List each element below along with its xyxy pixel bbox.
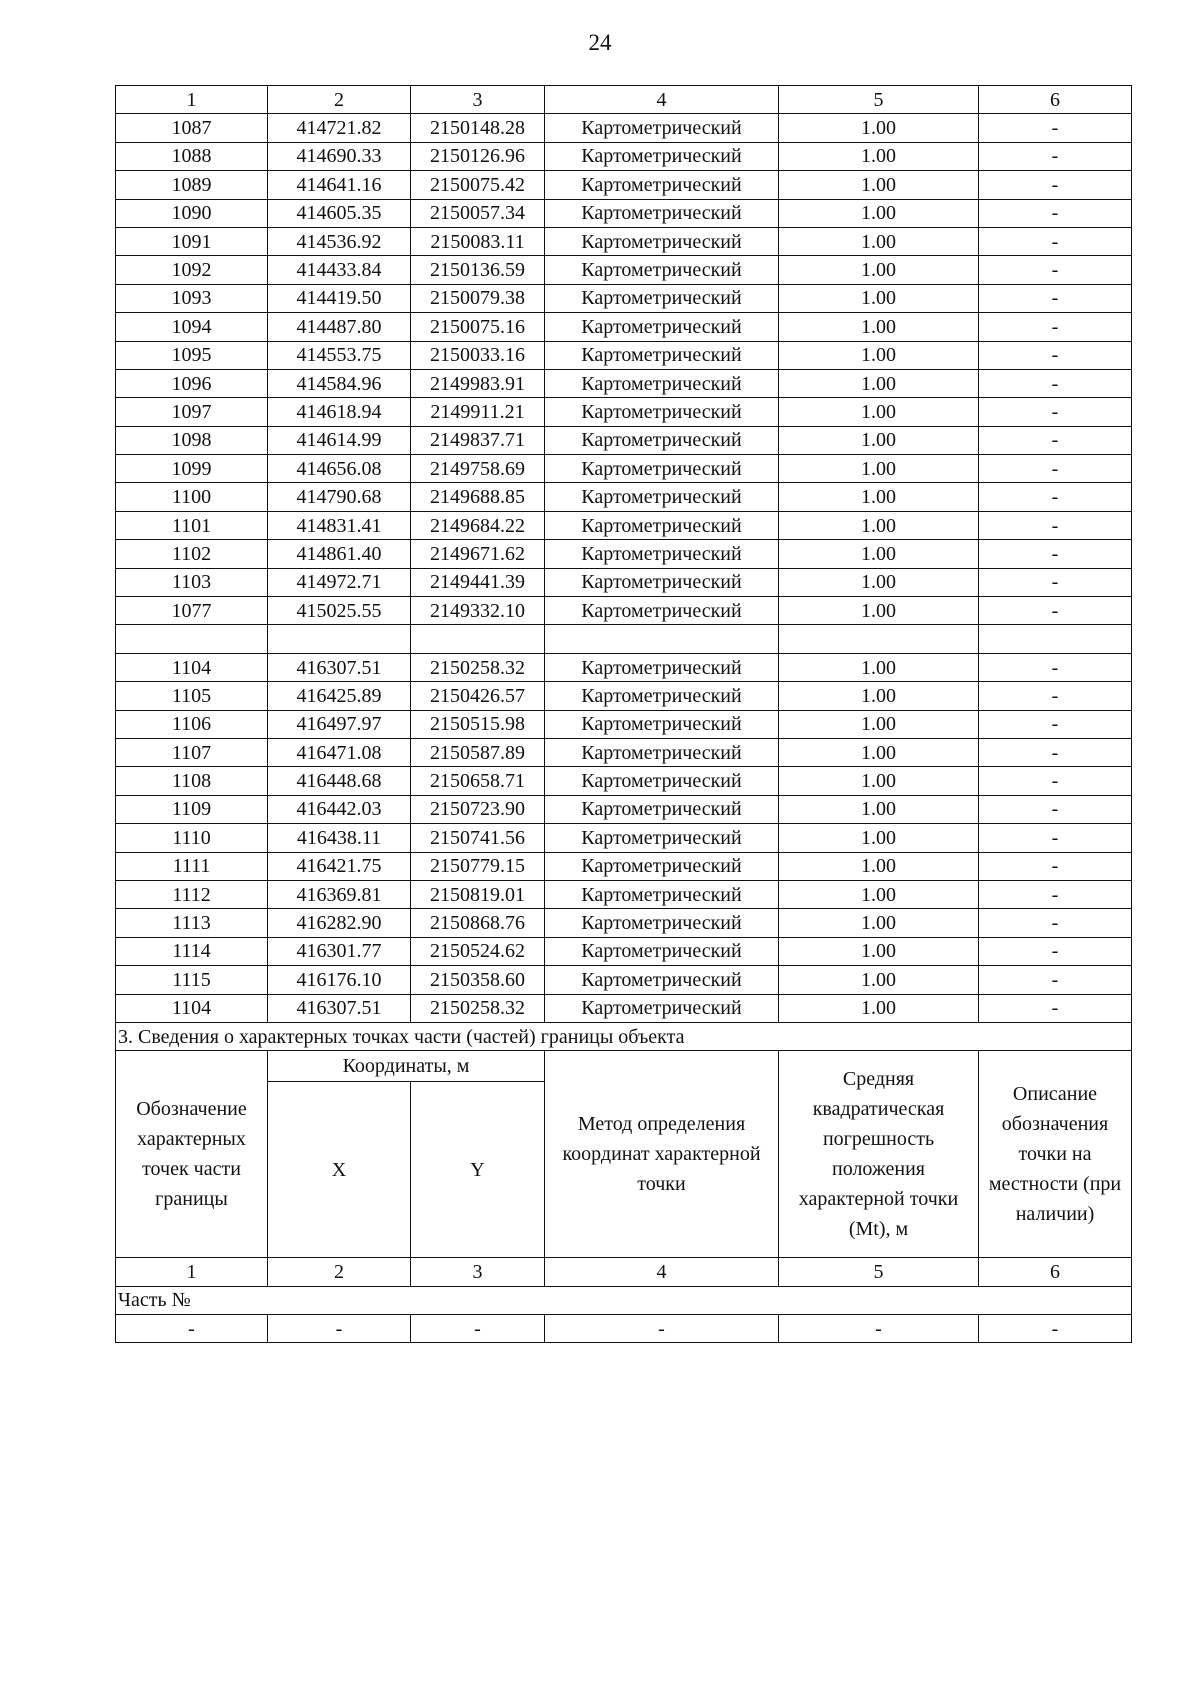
- table-cell: 1.00: [779, 852, 979, 880]
- table-cell: -: [979, 540, 1132, 568]
- table-cell: 1091: [116, 227, 268, 255]
- table-cell: 1096: [116, 369, 268, 397]
- column-number: 4: [545, 1258, 779, 1286]
- table-cell: 416421.75: [268, 852, 411, 880]
- table-cell: 1.00: [779, 994, 979, 1022]
- table-cell: Картометрический: [545, 824, 779, 852]
- table-cell: 1106: [116, 710, 268, 738]
- table-row: [116, 369, 1132, 397]
- table-cell: -: [979, 227, 1132, 255]
- table-cell: Картометрический: [545, 795, 779, 823]
- table-cell: -: [979, 171, 1132, 199]
- table-cell: 2150779.15: [411, 852, 545, 880]
- table-cell: 1100: [116, 483, 268, 511]
- table-cell: Картометрический: [545, 909, 779, 937]
- table-cell: 2150083.11: [411, 227, 545, 255]
- table-row: [116, 568, 1132, 596]
- column-number: 2: [268, 86, 411, 114]
- table-cell: 1.00: [779, 511, 979, 539]
- table-cell: 1090: [116, 199, 268, 227]
- table-cell: 414641.16: [268, 171, 411, 199]
- table-cell: 414553.75: [268, 341, 411, 369]
- table-cell: 2150033.16: [411, 341, 545, 369]
- table-cell: Картометрический: [545, 199, 779, 227]
- table-cell: Картометрический: [545, 142, 779, 170]
- table-cell: 1104: [116, 653, 268, 681]
- table-row: [116, 937, 1132, 965]
- table-cell: 1.00: [779, 142, 979, 170]
- column-number: 1: [116, 1258, 268, 1286]
- table-cell: 416369.81: [268, 880, 411, 908]
- table-row: [116, 256, 1132, 284]
- column-number: 1: [116, 86, 268, 114]
- table-cell: Картометрический: [545, 597, 779, 625]
- table-cell: -: [979, 653, 1132, 681]
- table-row: [116, 966, 1132, 994]
- table-row: [116, 398, 1132, 426]
- coordinates-table: [115, 85, 1132, 1343]
- table-cell: Картометрический: [545, 852, 779, 880]
- table-cell: 1.00: [779, 313, 979, 341]
- table-cell: 2150515.98: [411, 710, 545, 738]
- table-cell: 1.00: [779, 256, 979, 284]
- table-cell: Картометрический: [545, 369, 779, 397]
- table-cell: -: [979, 142, 1132, 170]
- table-row: [116, 341, 1132, 369]
- column-number: 2: [268, 1258, 411, 1286]
- column-number: 4: [545, 86, 779, 114]
- table-cell: -: [979, 710, 1132, 738]
- column-number: 3: [411, 1258, 545, 1286]
- coordinates-table-body: [116, 86, 1132, 1343]
- table-cell: Картометрический: [545, 540, 779, 568]
- table-cell: 2149671.62: [411, 540, 545, 568]
- table-cell: -: [979, 767, 1132, 795]
- table-cell: 414972.71: [268, 568, 411, 596]
- table-cell: 1115: [116, 966, 268, 994]
- table-cell: 1097: [116, 398, 268, 426]
- table-cell: 416471.08: [268, 738, 411, 766]
- table-cell: 1.00: [779, 483, 979, 511]
- column-number: 5: [779, 1258, 979, 1286]
- table-cell: 2150075.42: [411, 171, 545, 199]
- table-cell: -: [411, 1315, 545, 1343]
- table-cell: 1108: [116, 767, 268, 795]
- table-cell: 1092: [116, 256, 268, 284]
- table-cell: 1.00: [779, 199, 979, 227]
- table-row: [116, 455, 1132, 483]
- table-cell: 2149441.39: [411, 568, 545, 596]
- section3-column-number-row: [116, 1258, 1132, 1286]
- table-cell: 2150148.28: [411, 114, 545, 142]
- table-cell: 1099: [116, 455, 268, 483]
- table-cell: 2150136.59: [411, 256, 545, 284]
- header-y: Y: [411, 1082, 545, 1258]
- part-label-row: [116, 1286, 1132, 1314]
- table-cell: 414831.41: [268, 511, 411, 539]
- table-cell: 1077: [116, 597, 268, 625]
- table-cell: 1.00: [779, 398, 979, 426]
- table-cell: -: [116, 1315, 268, 1343]
- table-cell: Картометрический: [545, 483, 779, 511]
- table-cell: -: [979, 597, 1132, 625]
- header-description: Описание обозначения точки на местности (при наличии): [979, 1051, 1132, 1258]
- table-row: [116, 313, 1132, 341]
- table-cell: 414721.82: [268, 114, 411, 142]
- table-cell: 1107: [116, 738, 268, 766]
- table-cell: 414536.92: [268, 227, 411, 255]
- table-cell: 414618.94: [268, 398, 411, 426]
- table-cell: 1113: [116, 909, 268, 937]
- table-cell: 1111: [116, 852, 268, 880]
- table-cell: 1114: [116, 937, 268, 965]
- table-cell: 1089: [116, 171, 268, 199]
- table-cell: 1104: [116, 994, 268, 1022]
- table-cell: Картометрический: [545, 455, 779, 483]
- table-cell: 414790.68: [268, 483, 411, 511]
- table-cell: -: [979, 880, 1132, 908]
- section3-title-row: [116, 1022, 1132, 1050]
- table-cell: 1094: [116, 313, 268, 341]
- table-cell: 2149758.69: [411, 455, 545, 483]
- table-cell: 1087: [116, 114, 268, 142]
- table-cell: 1088: [116, 142, 268, 170]
- table-cell: -: [979, 199, 1132, 227]
- table-cell: -: [979, 795, 1132, 823]
- table-row: [116, 909, 1132, 937]
- table-row: [116, 171, 1132, 199]
- table-cell: 2150258.32: [411, 653, 545, 681]
- table-cell: 1.00: [779, 880, 979, 908]
- table-cell: Картометрический: [545, 710, 779, 738]
- table-cell: 416307.51: [268, 653, 411, 681]
- table-cell: 1.00: [779, 824, 979, 852]
- header-point-designation: Обозначение характерных точек части границы: [116, 1051, 268, 1258]
- table-cell: 2149837.71: [411, 426, 545, 454]
- table-cell: 1.00: [779, 937, 979, 965]
- table-cell: 416307.51: [268, 994, 411, 1022]
- table-cell: Картометрический: [545, 767, 779, 795]
- table-cell: 414605.35: [268, 199, 411, 227]
- table-cell: -: [979, 455, 1132, 483]
- table-cell: 416438.11: [268, 824, 411, 852]
- table-cell: 2150819.01: [411, 880, 545, 908]
- table-cell: 1.00: [779, 114, 979, 142]
- table-cell: 414861.40: [268, 540, 411, 568]
- table-cell: -: [979, 852, 1132, 880]
- table-cell: 1.00: [779, 767, 979, 795]
- section3-header-row: [116, 1051, 1132, 1082]
- table-cell: Картометрический: [545, 994, 779, 1022]
- table-cell: -: [979, 369, 1132, 397]
- table-cell: Картометрический: [545, 682, 779, 710]
- table-cell: -: [979, 511, 1132, 539]
- table-cell: 415025.55: [268, 597, 411, 625]
- table-cell: -: [979, 114, 1132, 142]
- table-row: [116, 597, 1132, 625]
- table-cell: 416425.89: [268, 682, 411, 710]
- column-number-row: [116, 86, 1132, 114]
- table-cell: -: [979, 738, 1132, 766]
- table-cell: 1.00: [779, 369, 979, 397]
- column-number: 5: [779, 86, 979, 114]
- table-row: [116, 824, 1132, 852]
- table-cell: 2149983.91: [411, 369, 545, 397]
- table-cell: Картометрический: [545, 171, 779, 199]
- table-cell: Картометрический: [545, 227, 779, 255]
- table-cell: 416282.90: [268, 909, 411, 937]
- table-row: [116, 852, 1132, 880]
- table-cell: Картометрический: [545, 341, 779, 369]
- table-cell: -: [268, 1315, 411, 1343]
- table-cell: 1.00: [779, 909, 979, 937]
- table-row: [116, 284, 1132, 312]
- table-cell: -: [979, 937, 1132, 965]
- table-cell: -: [979, 994, 1132, 1022]
- table-cell: 1101: [116, 511, 268, 539]
- table-cell: 2149911.21: [411, 398, 545, 426]
- table-row: [116, 795, 1132, 823]
- table-cell: 2150358.60: [411, 966, 545, 994]
- table-cell: 416301.77: [268, 937, 411, 965]
- table-row: [116, 426, 1132, 454]
- table-row: [116, 710, 1132, 738]
- table-cell: 414433.84: [268, 256, 411, 284]
- table-row: [116, 199, 1132, 227]
- table-cell: 416448.68: [268, 767, 411, 795]
- table-cell: 2150258.32: [411, 994, 545, 1022]
- table-cell: 1110: [116, 824, 268, 852]
- table-cell: Картометрический: [545, 114, 779, 142]
- table-cell: 414614.99: [268, 426, 411, 454]
- table-cell: 2149332.10: [411, 597, 545, 625]
- table-cell: 1105: [116, 682, 268, 710]
- table-cell: 414487.80: [268, 313, 411, 341]
- table-cell: Картометрический: [545, 398, 779, 426]
- table-cell: 416497.97: [268, 710, 411, 738]
- table-cell: 2149688.85: [411, 483, 545, 511]
- table-cell: 414690.33: [268, 142, 411, 170]
- table-cell: -: [979, 824, 1132, 852]
- page-number: 24: [588, 30, 612, 55]
- table-cell: 1.00: [779, 426, 979, 454]
- table-cell: 1.00: [779, 795, 979, 823]
- table-cell: Картометрический: [545, 426, 779, 454]
- table-cell: 2150126.96: [411, 142, 545, 170]
- table-cell: 2150587.89: [411, 738, 545, 766]
- table-cell: 1098: [116, 426, 268, 454]
- table-row: [116, 767, 1132, 795]
- table-cell: 414584.96: [268, 369, 411, 397]
- table-row: [116, 483, 1132, 511]
- table-cell: -: [979, 313, 1132, 341]
- table-cell: Картометрический: [545, 880, 779, 908]
- table-cell: 1.00: [779, 597, 979, 625]
- table-cell: 1.00: [779, 341, 979, 369]
- table-row: [116, 880, 1132, 908]
- table-cell: -: [779, 1315, 979, 1343]
- part-label: Часть №: [116, 1286, 1132, 1314]
- table-row: [116, 511, 1132, 539]
- table-cell: -: [979, 284, 1132, 312]
- table-cell: 1.00: [779, 284, 979, 312]
- table-cell: Картометрический: [545, 313, 779, 341]
- table-cell: 1.00: [779, 540, 979, 568]
- table-cell: -: [979, 682, 1132, 710]
- table-row: [116, 114, 1132, 142]
- table-row: [116, 738, 1132, 766]
- table-cell: 2150057.34: [411, 199, 545, 227]
- table-cell: 2150426.57: [411, 682, 545, 710]
- table-cell: Картометрический: [545, 511, 779, 539]
- table-cell: 1.00: [779, 227, 979, 255]
- table-cell: -: [979, 398, 1132, 426]
- table-cell: 1.00: [779, 710, 979, 738]
- table-cell: 2150723.90: [411, 795, 545, 823]
- table-cell: 1095: [116, 341, 268, 369]
- table-cell: Картометрический: [545, 937, 779, 965]
- table-cell: 1103: [116, 568, 268, 596]
- table-row: [116, 540, 1132, 568]
- table-row: [116, 994, 1132, 1022]
- table-row: [116, 682, 1132, 710]
- table-cell: -: [979, 909, 1132, 937]
- column-number: 6: [979, 86, 1132, 114]
- table-cell: Картометрический: [545, 568, 779, 596]
- section3-title: 3. Сведения о характерных точках части (частей) границы объекта: [116, 1022, 1132, 1050]
- part-row: [116, 1315, 1132, 1343]
- table-cell: 414419.50: [268, 284, 411, 312]
- column-number: 6: [979, 1258, 1132, 1286]
- table-cell: -: [979, 341, 1132, 369]
- table-cell: 1.00: [779, 653, 979, 681]
- table-cell: Картометрический: [545, 966, 779, 994]
- header-x: X: [268, 1082, 411, 1258]
- table-cell: 2150658.71: [411, 767, 545, 795]
- table-cell: Картометрический: [545, 653, 779, 681]
- table-cell: 2150524.62: [411, 937, 545, 965]
- header-coordinates: Координаты, м: [268, 1051, 545, 1082]
- table-cell: 1.00: [779, 455, 979, 483]
- table-cell: 2150079.38: [411, 284, 545, 312]
- table-cell: 416176.10: [268, 966, 411, 994]
- table-cell: 1.00: [779, 568, 979, 596]
- table-cell: -: [979, 1315, 1132, 1343]
- table-cell: -: [979, 483, 1132, 511]
- table-row: [116, 653, 1132, 681]
- table-cell: -: [979, 568, 1132, 596]
- table-cell: 2150868.76: [411, 909, 545, 937]
- table-cell: -: [979, 256, 1132, 284]
- table-cell: Картометрический: [545, 738, 779, 766]
- table-cell: 1.00: [779, 682, 979, 710]
- table-cell: 2149684.22: [411, 511, 545, 539]
- table-cell: 2150741.56: [411, 824, 545, 852]
- header-method: Метод определения координат характерной точки: [545, 1051, 779, 1258]
- table-row: [116, 227, 1132, 255]
- header-mean-square-error: Средняя квадратическая погрешность положения характерной точки (Mt), м: [779, 1051, 979, 1258]
- table-cell: 1.00: [779, 171, 979, 199]
- table-cell: 1102: [116, 540, 268, 568]
- table-row: [116, 142, 1132, 170]
- table-cell: 416442.03: [268, 795, 411, 823]
- table-cell: 1112: [116, 880, 268, 908]
- table-cell: 1.00: [779, 966, 979, 994]
- table-cell: -: [979, 426, 1132, 454]
- table-cell: 1109: [116, 795, 268, 823]
- table-cell: 2150075.16: [411, 313, 545, 341]
- table-cell: -: [545, 1315, 779, 1343]
- table-cell: 1.00: [779, 738, 979, 766]
- table-cell: -: [979, 966, 1132, 994]
- column-number: 3: [411, 86, 545, 114]
- table-cell: Картометрический: [545, 256, 779, 284]
- empty-separator-row: [116, 625, 1132, 653]
- table-cell: 414656.08: [268, 455, 411, 483]
- table-cell: Картометрический: [545, 284, 779, 312]
- table-cell: 1093: [116, 284, 268, 312]
